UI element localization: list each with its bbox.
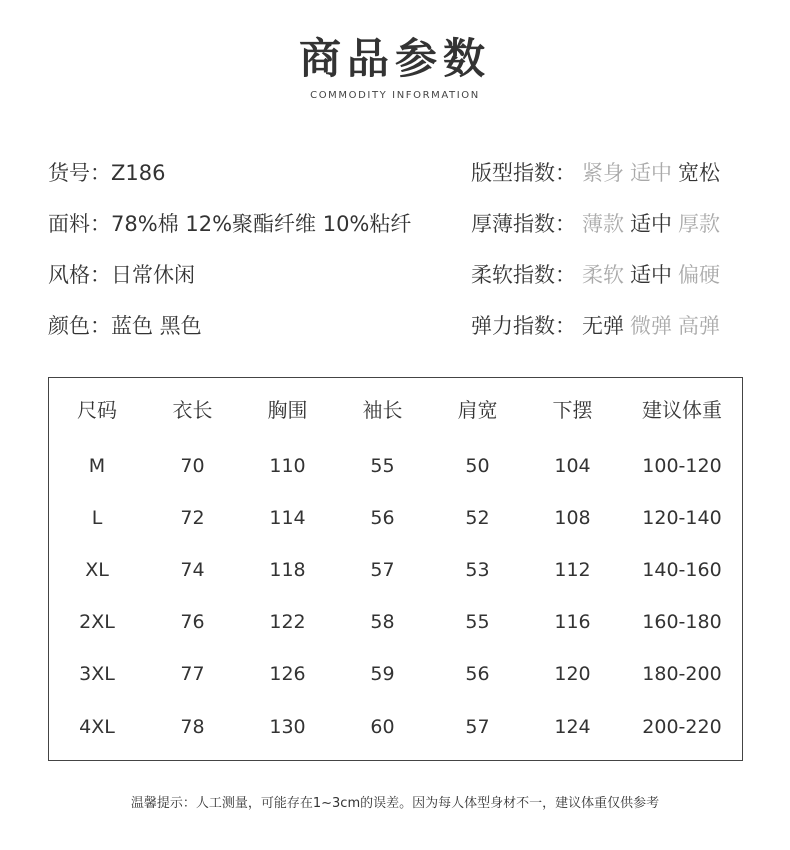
table-row bbox=[49, 503, 742, 533]
info-label: 风格： bbox=[48, 263, 111, 287]
column-header-hem: 下摆 bbox=[552, 398, 593, 422]
column-header-size: 尺码 bbox=[77, 398, 117, 422]
table-cell: 126 bbox=[269, 663, 306, 685]
page-subtitle: COMMODITY INFORMATION bbox=[310, 90, 480, 101]
table-cell: 122 bbox=[269, 611, 306, 633]
index-option: 紧身 bbox=[582, 161, 624, 185]
table-cell: 77 bbox=[180, 663, 205, 685]
info-item-color bbox=[48, 311, 411, 362]
table-cell: 108 bbox=[554, 507, 591, 529]
index-option: 微弹 bbox=[630, 314, 672, 338]
table-cell: 78 bbox=[180, 716, 205, 738]
info-value: 蓝色 黑色 bbox=[111, 314, 202, 338]
table-cell: XL bbox=[85, 559, 109, 581]
column-header-shoulder: 肩宽 bbox=[457, 398, 498, 422]
table-cell: 59 bbox=[370, 663, 395, 685]
table-row bbox=[49, 555, 742, 585]
table-cell: 104 bbox=[554, 455, 591, 477]
table-cell: 100-120 bbox=[642, 455, 722, 477]
footnote: 温馨提示：人工测量，可能存在1~3cm的误差。因为每人体型身材不一，建议体重仅供参考 bbox=[130, 796, 660, 811]
index-thickness bbox=[471, 209, 720, 260]
table-cell: 120 bbox=[554, 663, 591, 685]
table-cell: 52 bbox=[465, 507, 490, 529]
table-cell: L bbox=[91, 507, 103, 529]
table-cell: 72 bbox=[180, 507, 205, 529]
table-cell: 124 bbox=[554, 716, 591, 738]
index-option: 适中 bbox=[630, 161, 672, 185]
column-header-sleeve: 袖长 bbox=[362, 398, 403, 422]
column-header-chest: 胸围 bbox=[267, 398, 308, 422]
index-option: 高弹 bbox=[678, 314, 720, 338]
info-value: 日常休闲 bbox=[111, 263, 195, 287]
table-cell: 74 bbox=[180, 559, 205, 581]
info-value: 78%棉 12%聚酯纤维 10%粘纤 bbox=[111, 212, 412, 236]
table-header-row bbox=[49, 395, 742, 425]
index-elasticity bbox=[471, 311, 720, 362]
table-cell: 53 bbox=[465, 559, 490, 581]
column-header-length: 衣长 bbox=[172, 398, 213, 422]
info-label: 颜色： bbox=[48, 314, 111, 338]
info-item-number bbox=[48, 158, 411, 209]
table-cell: 110 bbox=[269, 455, 306, 477]
info-value: Z186 bbox=[111, 161, 166, 185]
table-cell: 118 bbox=[269, 559, 306, 581]
index-label: 柔软指数： bbox=[471, 263, 576, 287]
index-label: 厚薄指数： bbox=[471, 212, 576, 236]
table-cell: 60 bbox=[370, 716, 395, 738]
index-option: 偏硬 bbox=[678, 263, 720, 287]
table-row bbox=[49, 451, 742, 481]
index-option: 柔软 bbox=[582, 263, 624, 287]
info-label: 面料： bbox=[48, 212, 111, 236]
index-option: 厚款 bbox=[678, 212, 720, 236]
table-cell: 180-200 bbox=[642, 663, 722, 685]
table-cell: 50 bbox=[465, 455, 490, 477]
table-cell: 160-180 bbox=[642, 611, 722, 633]
info-label: 货号： bbox=[48, 161, 111, 185]
table-cell: 4XL bbox=[79, 716, 115, 738]
page-title: 商品参数 bbox=[298, 34, 491, 83]
table-cell: 55 bbox=[370, 455, 395, 477]
index-option: 薄款 bbox=[582, 212, 624, 236]
table-cell: 114 bbox=[269, 507, 306, 529]
table-cell: 120-140 bbox=[642, 507, 722, 529]
table-cell: 55 bbox=[465, 611, 490, 633]
table-cell: 116 bbox=[554, 611, 591, 633]
index-softness bbox=[471, 260, 720, 311]
table-row bbox=[49, 712, 742, 742]
table-cell: 56 bbox=[370, 507, 395, 529]
index-option-selected: 宽松 bbox=[678, 161, 720, 185]
index-label: 版型指数： bbox=[471, 161, 576, 185]
table-cell: 3XL bbox=[79, 663, 115, 685]
table-cell: 57 bbox=[370, 559, 395, 581]
column-header-weight: 建议体重 bbox=[642, 398, 722, 422]
index-option-selected: 适中 bbox=[630, 263, 672, 287]
product-info-left bbox=[48, 158, 411, 362]
table-row bbox=[49, 659, 742, 689]
size-table bbox=[48, 377, 743, 761]
table-cell: 200-220 bbox=[642, 716, 722, 738]
table-row bbox=[49, 607, 742, 637]
product-index-list bbox=[471, 158, 720, 362]
index-option-selected: 适中 bbox=[630, 212, 672, 236]
table-cell: 112 bbox=[554, 559, 591, 581]
table-cell: M bbox=[88, 455, 106, 477]
table-cell: 57 bbox=[465, 716, 490, 738]
table-cell: 140-160 bbox=[642, 559, 722, 581]
table-cell: 56 bbox=[465, 663, 490, 685]
index-fit bbox=[471, 158, 720, 209]
table-cell: 130 bbox=[269, 716, 306, 738]
info-item-style bbox=[48, 260, 411, 311]
table-cell: 58 bbox=[370, 611, 395, 633]
index-label: 弹力指数： bbox=[471, 314, 576, 338]
table-cell: 2XL bbox=[79, 611, 115, 633]
info-item-fabric bbox=[48, 209, 411, 260]
index-option-selected: 无弹 bbox=[582, 314, 624, 338]
table-cell: 70 bbox=[180, 455, 205, 477]
table-cell: 76 bbox=[180, 611, 205, 633]
